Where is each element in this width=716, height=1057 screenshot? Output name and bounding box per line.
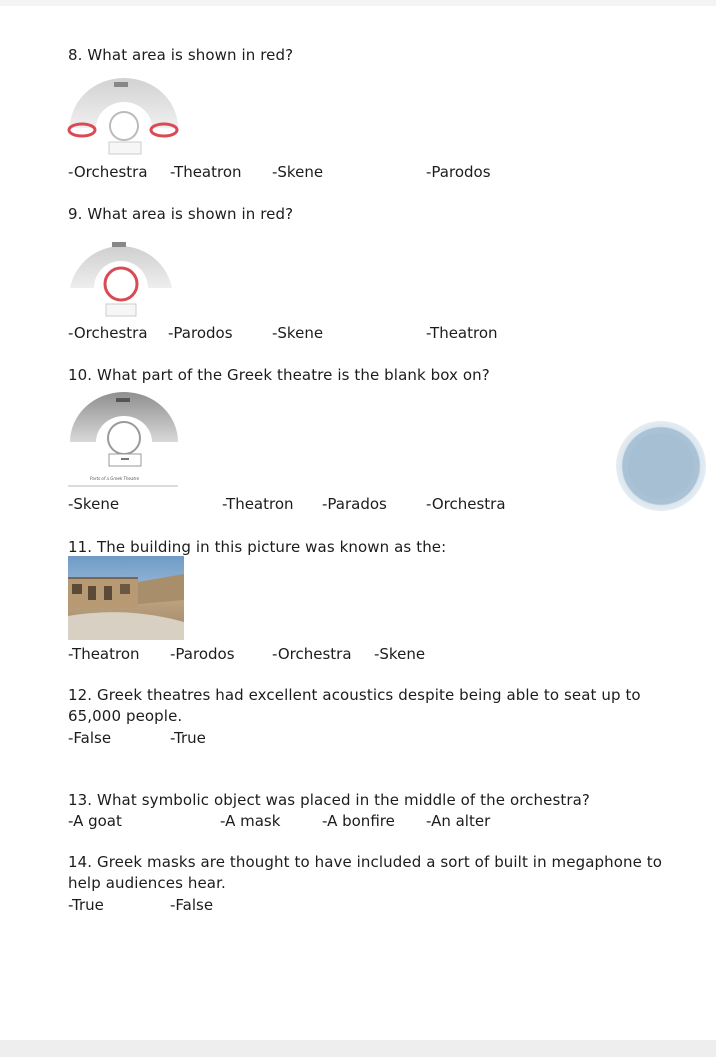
orchestra-q8: [110, 112, 138, 140]
q11-option-3[interactable]: -Orchestra: [272, 645, 352, 663]
skene-q8: [109, 142, 141, 154]
theatre-building-photo: [68, 556, 184, 640]
top-edge: [0, 0, 716, 6]
skene-q9: [106, 304, 136, 316]
q13-option-2[interactable]: -A mask: [220, 812, 281, 830]
q10-option-1[interactable]: -Skene: [68, 495, 120, 513]
question-8-text: 8. What area is shown in red?: [68, 46, 294, 64]
photo-window-1: [72, 584, 82, 594]
q13-option-1[interactable]: -A goat: [68, 812, 122, 830]
theatre-diagram-q9: [66, 228, 176, 320]
question-10-text: 10. What part of the Greek theatre is the blank box on?: [68, 366, 490, 384]
q9-option-1[interactable]: -Orchestra: [68, 324, 148, 342]
question-14-text-line2: help audiences hear.: [68, 874, 226, 892]
question-12-text-line2: 65,000 people.: [68, 707, 183, 725]
q8-option-1[interactable]: -Orchestra: [68, 163, 148, 181]
q14-option-1[interactable]: -True: [68, 896, 104, 914]
q13-option-4[interactable]: -An alter: [426, 812, 491, 830]
theatre-diagram-q8: [66, 70, 182, 158]
q13-option-3[interactable]: -A bonfire: [322, 812, 395, 830]
orchestra-red-q9: [105, 268, 137, 300]
q9-option-4[interactable]: -Theatron: [426, 324, 498, 342]
question-11-text: 11. The building in this picture was known as the:: [68, 538, 447, 556]
q9-option-3[interactable]: -Skene: [272, 324, 324, 342]
q12-option-2[interactable]: -True: [170, 729, 206, 747]
q14-option-2[interactable]: -False: [170, 896, 214, 914]
question-14-text-line1: 14. Greek masks are thought to have included a sort of built in megaphone to: [68, 853, 663, 871]
theatre-diagram-q10: [66, 388, 182, 490]
q8-option-3[interactable]: -Skene: [272, 163, 324, 181]
skene-marker-q10: [121, 458, 129, 460]
question-9-text: 9. What area is shown in red?: [68, 205, 294, 223]
q10-option-2[interactable]: -Theatron: [222, 495, 294, 513]
q9-option-2[interactable]: -Parodos: [168, 324, 233, 342]
question-13-text: 13. What symbolic object was placed in the middle of the orchestra?: [68, 791, 590, 809]
q10-option-4[interactable]: -Orchestra: [426, 495, 506, 513]
photo-door-1: [88, 586, 96, 600]
bottom-edge: [0, 1040, 716, 1057]
q10-option-3[interactable]: -Parados: [322, 495, 387, 513]
q11-option-1[interactable]: -Theatron: [68, 645, 140, 663]
seating-marker-q10: [116, 398, 130, 402]
orchestra-q10: [108, 422, 140, 454]
photo-door-2: [104, 586, 112, 600]
q11-option-2[interactable]: -Parodos: [170, 645, 235, 663]
q8-option-2[interactable]: -Theatron: [170, 163, 242, 181]
q12-option-1[interactable]: -False: [68, 729, 112, 747]
seating-marker-q8: [114, 82, 128, 87]
diagram-caption-q10: Parts of a Greek Theatre: [90, 476, 140, 481]
q11-option-4[interactable]: -Skene: [374, 645, 426, 663]
floating-button-core: [628, 433, 694, 499]
seating-marker-q9: [112, 242, 126, 247]
photo-window-2: [120, 584, 130, 594]
q8-option-4[interactable]: -Parodos: [426, 163, 491, 181]
question-12-text-line1: 12. Greek theatres had excellent acoustics despite being able to seat up to: [68, 686, 641, 704]
